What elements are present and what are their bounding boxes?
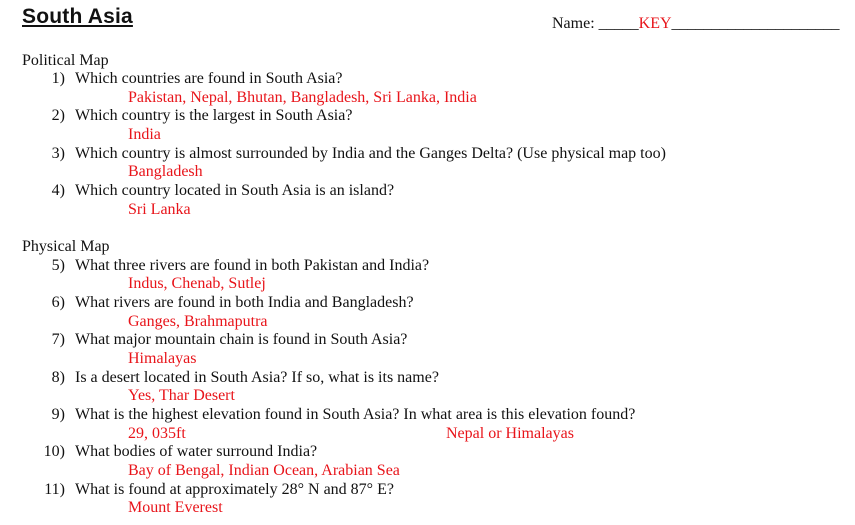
question-7 <box>22 331 407 349</box>
question-text: Which country located in South Asia is an island? <box>75 182 395 199</box>
name-value: KEY <box>638 15 672 32</box>
question-number: 2) <box>51 107 65 124</box>
question-text: Is a desert located in South Asia? If so, what is its name? <box>75 369 439 386</box>
answer-3: Bangladesh <box>128 163 203 180</box>
question-text: Which country is almost surrounded by India and the Ganges Delta? (Use physical map too) <box>75 145 666 162</box>
question-9 <box>22 406 635 424</box>
question-1 <box>22 70 343 88</box>
question-2 <box>22 107 352 125</box>
answer-5: Indus, Chenab, Sutlej <box>128 275 266 292</box>
answer-8: Yes, Thar Desert <box>128 387 235 404</box>
question-number: 11) <box>44 481 65 498</box>
answer-2: India <box>128 126 161 143</box>
question-number: 10) <box>43 443 65 460</box>
question-4 <box>22 182 394 200</box>
question-text: What rivers are found in both India and Bangladesh? <box>75 294 414 311</box>
answer-7: Himalayas <box>128 350 197 367</box>
question-text: Which country is the largest in South Asia? <box>75 107 353 124</box>
answer-10: Bay of Bengal, Indian Ocean, Arabian Sea <box>128 462 400 479</box>
question-number: 6) <box>51 294 65 311</box>
answer-4: Sri Lanka <box>128 201 191 218</box>
section-title-political: Political Map <box>22 52 109 69</box>
name-field <box>552 15 840 33</box>
question-text: Which countries are found in South Asia? <box>75 70 343 87</box>
answer-9-area: Nepal or Himalayas <box>446 425 574 442</box>
page-title: South Asia <box>22 5 133 28</box>
question-text: What is found at approximately 28° N and 87° E? <box>75 481 394 498</box>
question-text: What three rivers are found in both Pakistan and India? <box>75 257 430 274</box>
name-label: Name: <box>552 15 595 32</box>
name-line-suffix: _____________________ <box>671 15 840 32</box>
question-8 <box>22 369 439 387</box>
question-5 <box>22 257 429 275</box>
question-number: 5) <box>51 257 65 274</box>
name-line-prefix: _____ <box>598 15 639 32</box>
question-number: 4) <box>51 182 65 199</box>
question-6 <box>22 294 414 312</box>
answer-9: 29, 035ft <box>128 425 186 442</box>
answer-11: Mount Everest <box>128 499 223 516</box>
question-number: 3) <box>51 145 65 162</box>
question-number: 9) <box>51 406 65 423</box>
question-text: What major mountain chain is found in South Asia? <box>75 331 408 348</box>
answer-6: Ganges, Brahmaputra <box>128 313 268 330</box>
question-number: 7) <box>51 331 65 348</box>
question-11 <box>22 481 394 499</box>
section-title-physical: Physical Map <box>22 238 110 255</box>
answer-1: Pakistan, Nepal, Bhutan, Bangladesh, Sri Lanka, India <box>128 89 477 106</box>
question-10 <box>22 443 317 461</box>
question-text: What is the highest elevation found in South Asia? In what area is this elevation found? <box>75 406 636 423</box>
question-text: What bodies of water surround India? <box>75 443 318 460</box>
question-number: 1) <box>51 70 65 87</box>
question-number: 8) <box>51 369 65 386</box>
question-3 <box>22 145 666 163</box>
